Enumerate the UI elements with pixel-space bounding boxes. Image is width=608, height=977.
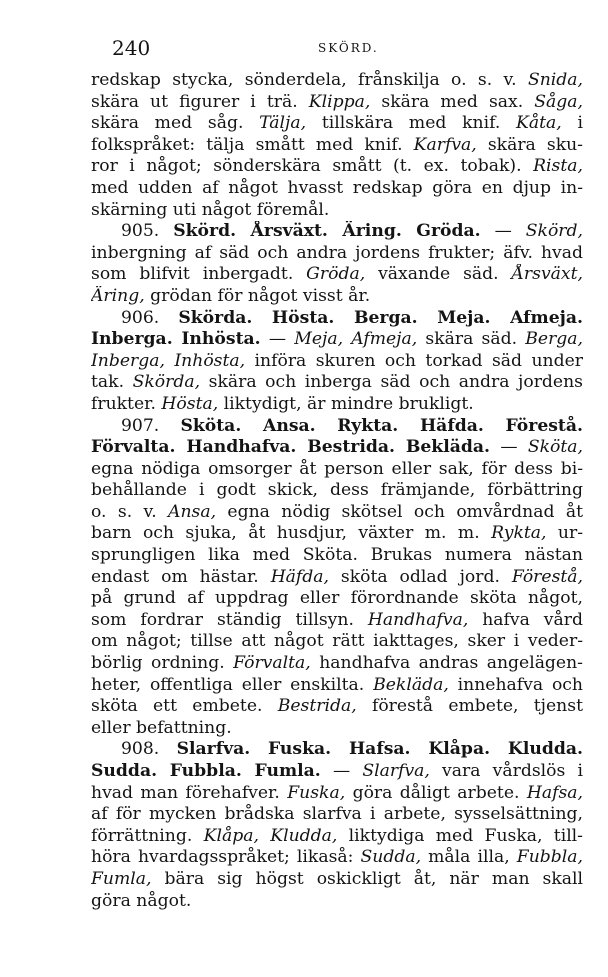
bold-heading: Förvalta. Handhafva. Bestrida. Bekläda. — [91, 437, 491, 458]
italic-term: Bekläda, — [373, 674, 449, 695]
italic-term: Handhafva, — [367, 609, 469, 630]
italic-term: Rykta, — [491, 523, 547, 544]
text-run: sköta ett embete. — [91, 696, 278, 717]
running-head: SKÖRD. — [318, 41, 379, 55]
text-run: förrättning. — [91, 825, 204, 846]
text-run: skärning uti något föremål. — [91, 199, 330, 220]
text-run: hvad man förehafver. — [91, 782, 288, 803]
text-run: 905. — [121, 221, 174, 242]
italic-term: Hösta, — [161, 393, 219, 414]
text-run: — — [260, 329, 295, 350]
text-line — [91, 783, 583, 805]
text-run: 906. — [121, 307, 179, 328]
italic-term: Skörda, — [132, 372, 201, 393]
text-run: göra något. — [91, 890, 192, 911]
text-line — [91, 761, 583, 783]
text-line — [91, 696, 583, 718]
text-run: liktydigt, är mindre brukligt. — [218, 393, 474, 414]
text-line — [91, 243, 583, 265]
text-line — [91, 545, 583, 567]
italic-term: Kåta, — [516, 113, 562, 134]
text-run: sköta odlad jord. — [329, 566, 512, 587]
text-line — [91, 264, 583, 286]
text-line — [91, 70, 583, 92]
italic-term: Skörd, — [525, 221, 583, 242]
text-line — [91, 200, 583, 222]
text-line — [91, 286, 583, 308]
bold-heading: Skörda. Hösta. Berga. Meja. Afmeja. — [178, 307, 583, 328]
text-run: i — [561, 113, 583, 134]
text-line — [91, 459, 583, 481]
text-line — [91, 329, 583, 351]
text-run: tillskära med knif. — [306, 113, 517, 134]
italic-term: Såga, — [534, 91, 583, 112]
text-line — [91, 156, 583, 178]
text-run: handhafva andras angelägen- — [310, 653, 583, 674]
text-run: göra dåligt arbete. — [345, 782, 527, 803]
text-line — [91, 567, 583, 589]
text-line — [91, 653, 583, 675]
text-line — [91, 135, 583, 157]
text-run: eller befattning. — [91, 717, 232, 738]
text-run: förestå embete, tjenst — [356, 696, 583, 717]
bold-heading: Sudda. Fubbla. Fumla. — [91, 761, 321, 781]
text-run: höra hvardagsspråket; likaså: — [91, 847, 361, 868]
text-run: hafva vård — [468, 609, 583, 630]
text-line — [91, 394, 583, 416]
text-line — [91, 718, 583, 740]
text-line — [91, 113, 583, 135]
italic-term: Fubbla, — [516, 847, 583, 868]
text-run: ur- — [546, 523, 583, 544]
italic-term: Tälja, — [259, 113, 307, 134]
italic-term: Karfva, — [413, 134, 477, 155]
italic-term: Fumla, — [91, 868, 152, 889]
italic-term: Snida, — [527, 70, 583, 90]
text-run: — — [320, 761, 363, 781]
italic-term: Ansa, — [168, 501, 217, 522]
italic-term: Slarfva, — [362, 761, 430, 781]
text-run: — — [490, 437, 528, 458]
text-line — [91, 826, 583, 848]
text-run: måla illa, — [421, 847, 517, 868]
italic-term: Sudda, — [360, 847, 422, 868]
italic-term: Årsväxt, — [511, 264, 583, 285]
italic-term: Bestrida, — [277, 696, 357, 717]
italic-term: Rista, — [533, 156, 583, 177]
text-run: växande säd. — [365, 264, 512, 285]
italic-term: Klåpa, Kludda, — [203, 825, 338, 846]
text-line — [91, 178, 583, 200]
italic-term: Klippa, — [308, 91, 371, 112]
text-line — [91, 416, 583, 438]
text-line — [91, 502, 583, 524]
text-run: heter, offentliga eller enskilta. — [91, 674, 374, 695]
page-header — [0, 36, 608, 60]
text-run: grödan för något visst år. — [144, 285, 371, 306]
italic-term: Förestå, — [511, 566, 583, 587]
italic-term: Berga, — [525, 329, 583, 350]
text-line — [91, 480, 583, 502]
text-line — [91, 610, 583, 632]
text-run: inbergning af säd och andra jordens frukter; äfv. hvad — [91, 242, 583, 263]
text-run: skära med sax. — [370, 91, 535, 112]
italic-term: Häfda, — [270, 566, 329, 587]
text-run: skära och inberga säd och andra jordens — [200, 372, 583, 393]
text-line — [91, 308, 583, 330]
text-line — [91, 221, 583, 243]
italic-term: Hafsa, — [526, 782, 583, 803]
bold-heading: Slarfva. Fuska. Hafsa. Klåpa. Kludda. — [176, 739, 583, 760]
italic-term: Inberga, Inhösta, — [91, 350, 246, 371]
text-line — [91, 523, 583, 545]
text-run: innehafva och — [448, 674, 583, 695]
text-run: barn och sjuka, åt husdjur, växter m. m. — [91, 523, 492, 544]
text-run: egna nödiga omsorger åt person eller sak, för dess bi- — [91, 458, 583, 479]
text-line — [91, 869, 583, 891]
text-line — [91, 92, 583, 114]
text-run: bära sig högst oskickligt åt, när man skall — [151, 868, 583, 889]
text-run: — — [480, 221, 526, 242]
text-run: endast om hästar. — [91, 566, 271, 587]
text-run: frukter. — [91, 393, 162, 414]
text-line — [91, 437, 583, 459]
text-run: behållande i godt skick, dess främjande, förbättring — [91, 480, 583, 501]
bold-heading: Skörd. Årsväxt. Äring. Gröda. — [173, 221, 481, 242]
italic-term: Äring, — [91, 285, 145, 306]
text-run: folkspråket: tälja smått med knif. — [91, 134, 414, 155]
text-line — [91, 351, 583, 373]
text-line — [91, 891, 583, 913]
text-run: redskap stycka, sönderdela, frånskilja o. s. v. — [91, 70, 528, 90]
text-run: börlig ordning. — [91, 653, 234, 674]
text-line — [91, 804, 583, 826]
text-run: 908. — [121, 739, 177, 760]
bold-heading: Sköta. Ansa. Rykta. Häfda. Förestå. — [180, 415, 583, 436]
text-run: införa skuren och torkad säd under — [245, 350, 583, 371]
text-run: skära med såg. — [91, 113, 260, 134]
text-line — [91, 847, 583, 869]
text-run: på grund af uppdrag eller förordnande sköta något, — [91, 588, 583, 609]
page-number: 240 — [112, 36, 151, 60]
text-run: om något; tillse att något rätt iakttages, sker i veder- — [91, 631, 583, 652]
text-run: med udden af något hvasst redskap göra en djup in- — [91, 177, 583, 198]
italic-term: Gröda, — [306, 264, 366, 285]
italic-term: Förvalta, — [233, 653, 311, 674]
text-run: ror i något; sönderskära smått (t. ex. tobak). — [91, 156, 534, 177]
text-body — [91, 70, 583, 912]
text-run: sprungligen lika med Sköta. Brukas numera nästan — [91, 545, 583, 566]
text-run: skära ut figurer i trä. — [91, 91, 309, 112]
text-run: som blifvit inbergadt. — [91, 264, 307, 285]
text-line — [91, 675, 583, 697]
text-run: o. s. v. — [91, 501, 169, 522]
text-run: af för mycken brådska slarfva i arbete, sysselsättning, — [91, 804, 583, 825]
text-line — [91, 588, 583, 610]
italic-term: Sköta, — [527, 437, 583, 458]
bold-heading: Inberga. Inhösta. — [91, 329, 261, 350]
text-run: skära sku- — [476, 134, 583, 155]
text-run: som fordrar ständig tillsyn. — [91, 609, 368, 630]
text-run: egna nödig skötsel och omvårdnad åt — [216, 501, 583, 522]
italic-term: Fuska, — [287, 782, 346, 803]
text-run: 907. — [121, 415, 181, 436]
text-run: skära säd. — [417, 329, 526, 350]
text-run: liktydiga med Fuska, till- — [337, 825, 583, 846]
text-run: vara vårdslös i — [429, 761, 583, 781]
text-line — [91, 739, 583, 761]
text-line — [91, 372, 583, 394]
italic-term: Meja, Afmeja, — [294, 329, 418, 350]
text-run: tak. — [91, 372, 133, 393]
text-line — [91, 631, 583, 653]
